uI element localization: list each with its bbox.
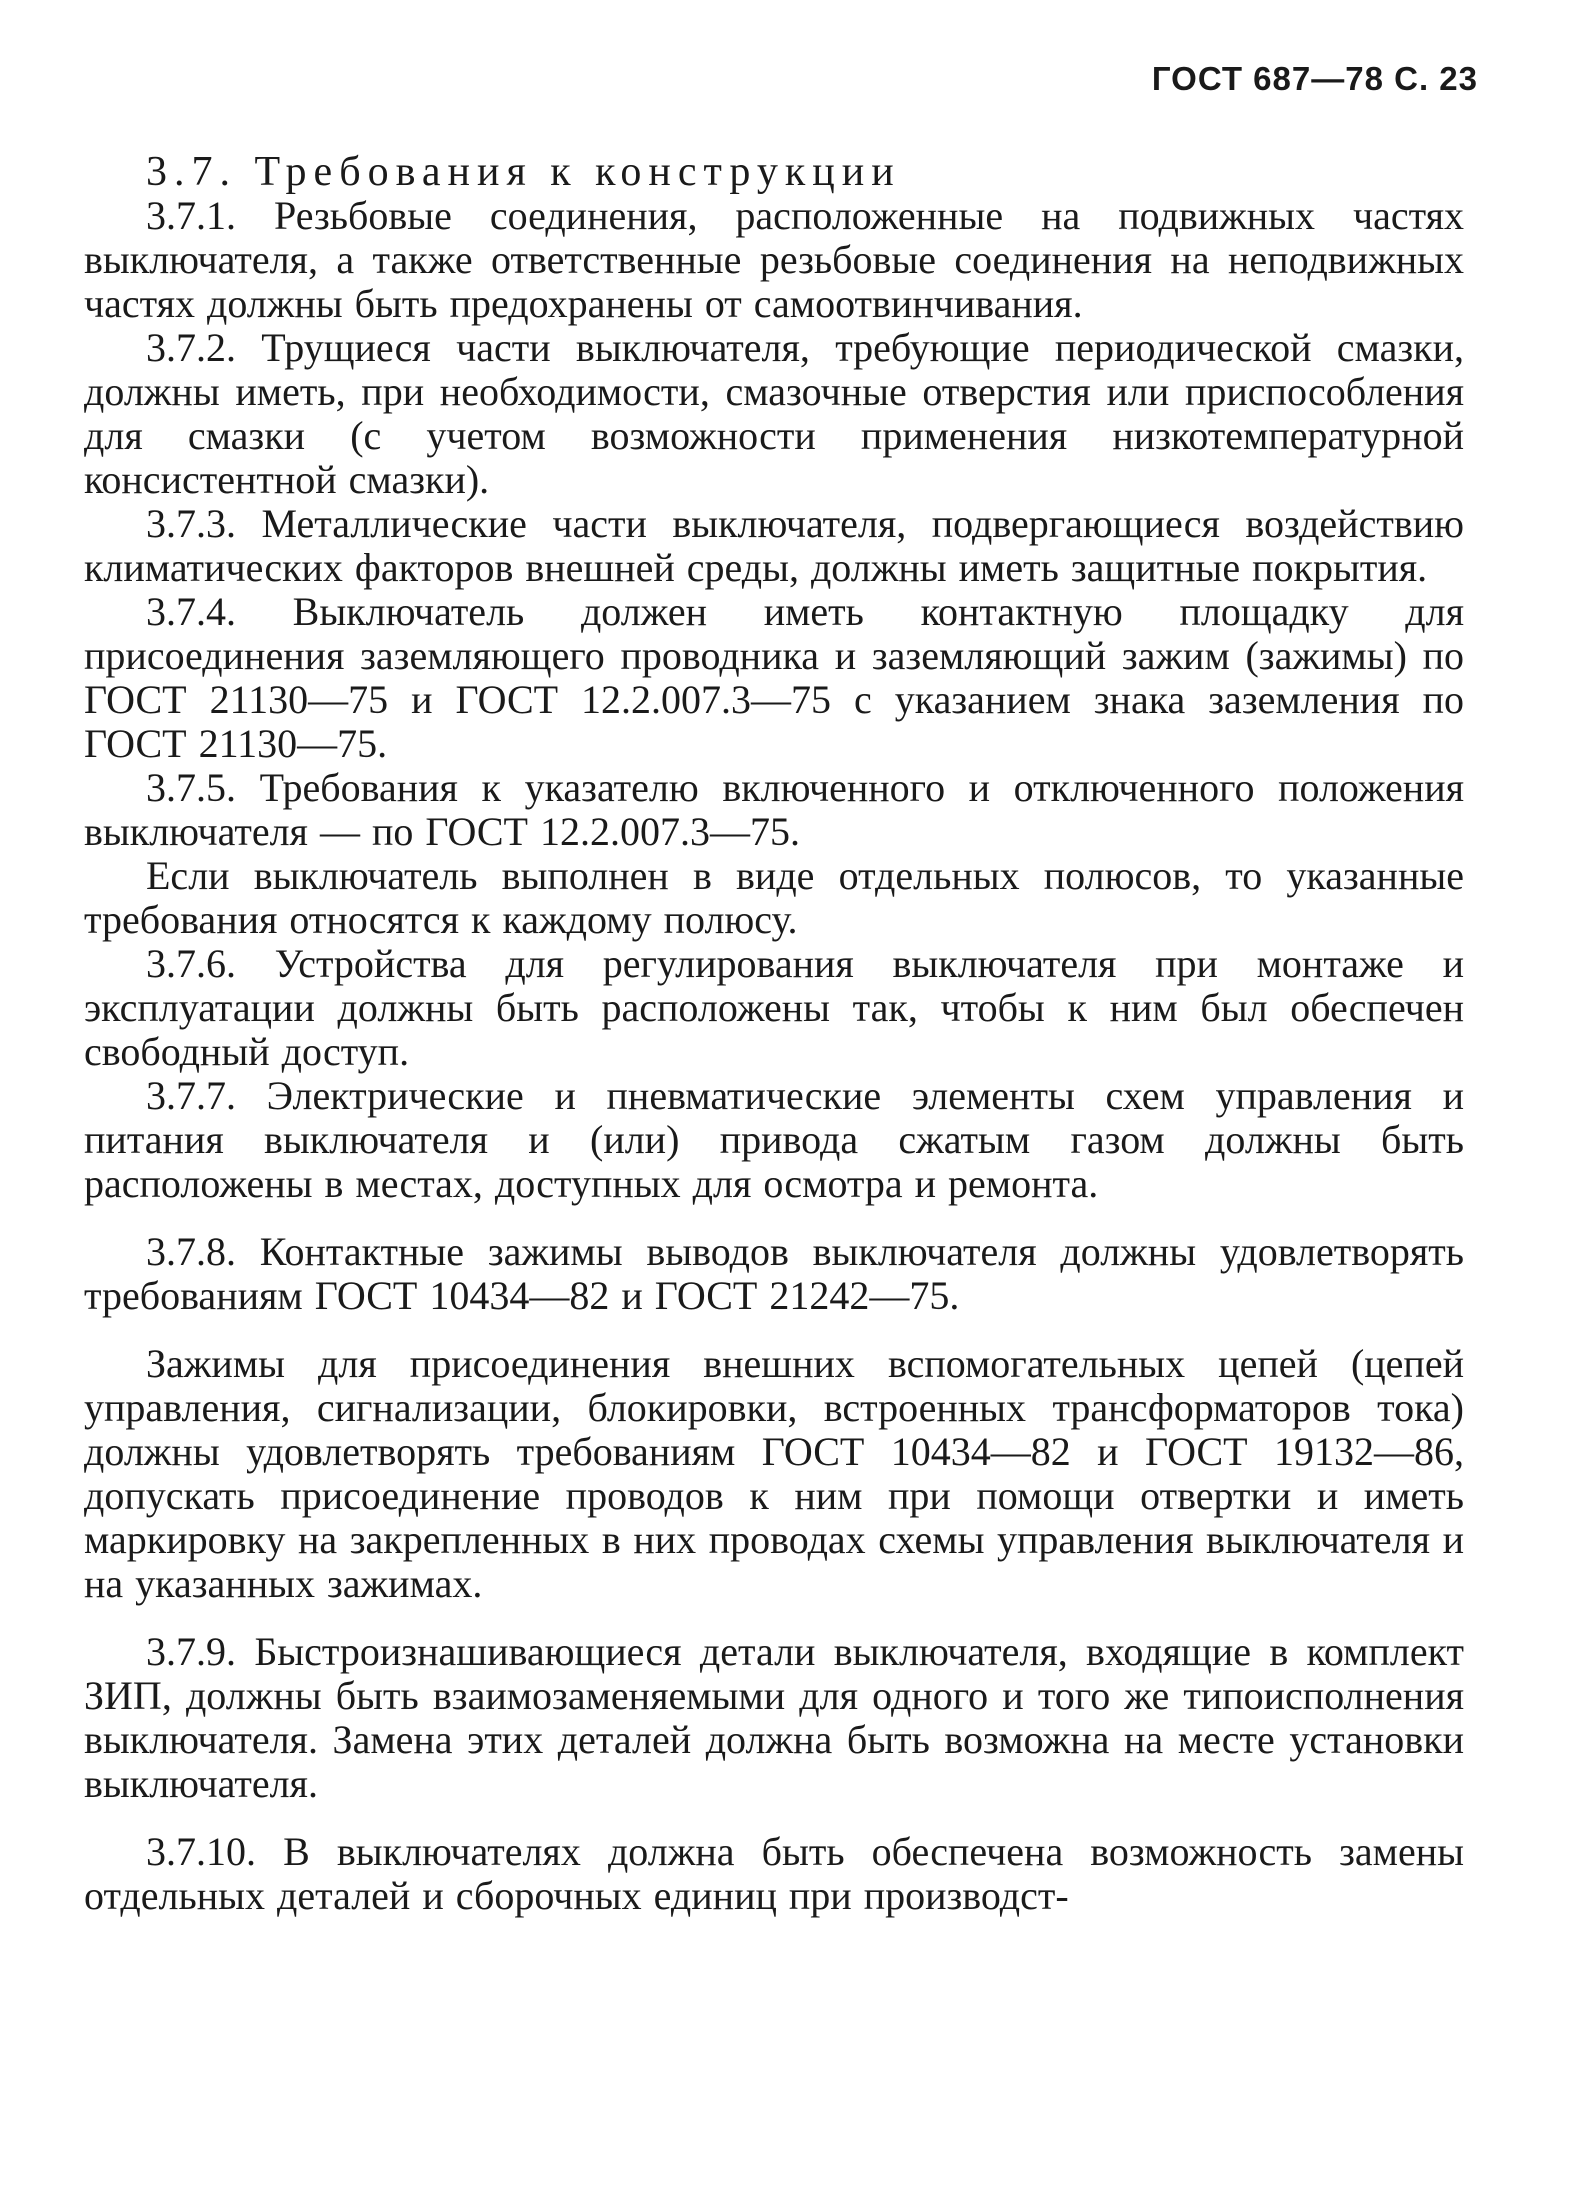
paragraph-3-7-9: 3.7.9. Быстроизнашивающиеся детали выключателя, входящие в комплект ЗИП, должны быть взаимозаменяемыми для одного и того же типоисполнения выключателя. Замена этих деталей должна быть возможна на месте установки выключателя.	[84, 1629, 1464, 1806]
paragraph-3-7-4: 3.7.4. Выключатель должен иметь контактную площадку для присоединения заземляющего проводника и заземляющий зажим (зажимы) по ГОСТ 21130—75 и ГОСТ 12.2.007.3—75 с указанием знака заземления по ГОСТ 21130—75.	[84, 589, 1464, 766]
section-title: 3.7. Требования к конструкции	[146, 149, 901, 195]
paragraph-3-7-8-terminals: Зажимы для присоединения внешних вспомогательных цепей (цепей управления, сигнализации, блокировки, встроенных трансформаторов тока) должны удовлетворять требованиям ГОСТ 10434—82 и ГОСТ 19132—86, допускать присоединение проводов к ним при помощи отвертки и иметь маркировку на закрепленных в них проводах схемы управления выключателя и на указанных зажимах.	[84, 1341, 1464, 1606]
paragraph-3-7-1: 3.7.1. Резьбовые соединения, расположенные на подвижных частях выключателя, а также ответственные резьбовые соединения на неподвижных частях должны быть предохранены от самоотвинчивания.	[84, 193, 1464, 326]
paragraph-3-7-3: 3.7.3. Металлические части выключателя, подвергающиеся воздействию климатических факторов внешней среды, должны иметь защитные покрытия.	[84, 501, 1464, 590]
paragraph-3-7-2: 3.7.2. Трущиеся части выключателя, требующие периодической смазки, должны иметь, при необходимости, смазочные отверстия или приспособления для смазки (с учетом возможности применения низкотемпературной консистентной смазки).	[84, 325, 1464, 502]
page-header: ГОСТ 687—78 С. 23	[1151, 60, 1478, 97]
paragraph-3-7-8: 3.7.8. Контактные зажимы выводов выключателя должны удовлетворять требованиям ГОСТ 10434—82 и ГОСТ 21242—75.	[84, 1229, 1464, 1318]
paragraph-3-7-5-note: Если выключатель выполнен в виде отдельных полюсов, то указанные требования относятся к каждому полюсу.	[84, 853, 1464, 942]
paragraph-3-7-10: 3.7.10. В выключателях должна быть обеспечена возможность замены отдельных деталей и сборочных единиц при производст-	[84, 1829, 1464, 1918]
paragraph-3-7-5: 3.7.5. Требования к указателю включенного и отключенного положения выключателя — по ГОСТ 12.2.007.3—75.	[84, 765, 1464, 854]
document-page	[84, 60, 1478, 1918]
paragraph-3-7-6: 3.7.6. Устройства для регулирования выключателя при монтаже и эксплуатации должны быть расположены так, чтобы к ним был обеспечен свободный доступ.	[84, 941, 1464, 1074]
paragraph-3-7-7: 3.7.7. Электрические и пневматические элементы схем управления и питания выключателя и (или) привода сжатым газом должны быть расположены в местах, доступных для осмотра и ремонта.	[84, 1073, 1464, 1206]
